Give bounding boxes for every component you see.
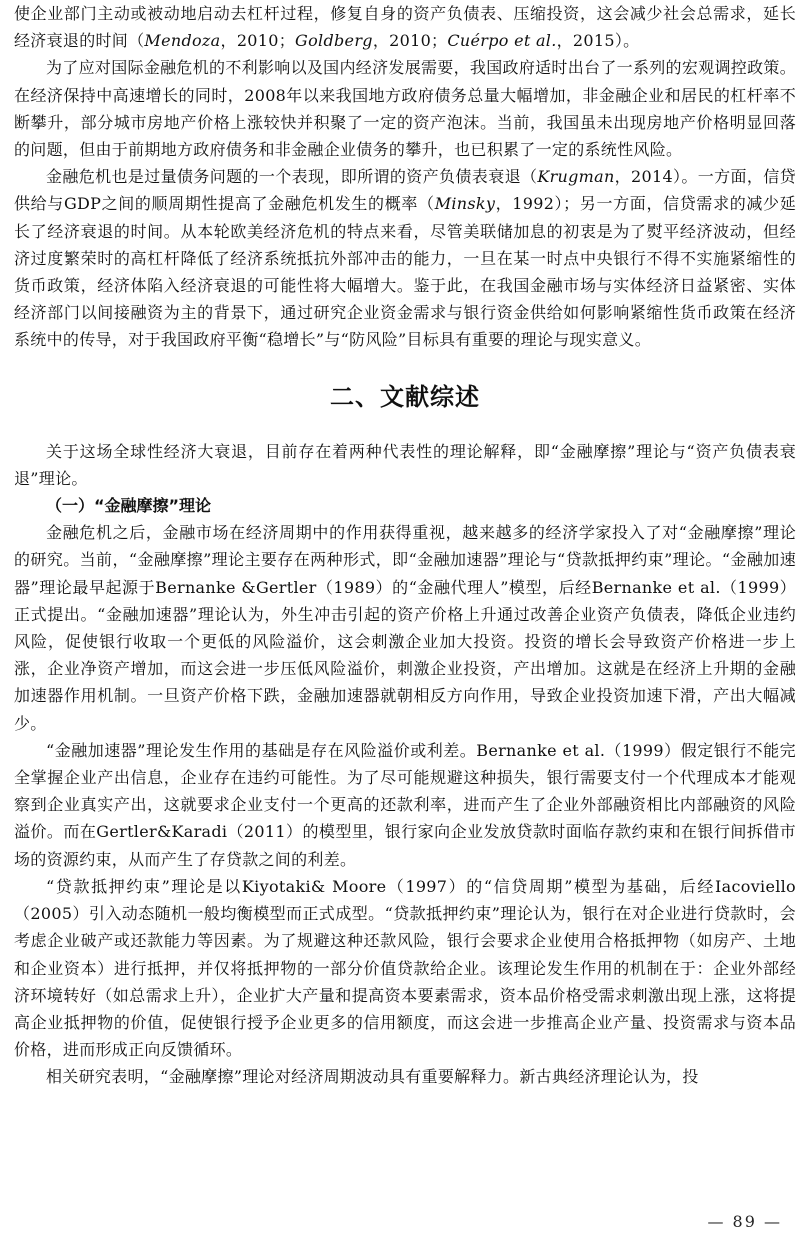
paragraph: 相关研究表明，“金融摩擦”理论对经济周期波动具有重要解释力。新古典经济理论认为，投 <box>46 1067 699 1087</box>
section-intro: 关于这场全球性经济大衰退，目前存在着两种代表性的理论解释，即“金融摩擦”理论与“资产负债表衰退”理论。 <box>14 441 796 488</box>
paragraph <box>14 163 796 353</box>
text-run: 使企业部门主动或被动地启动去杠杆过程，修复自身的资产负债表、压缩投资，这会减少社会总需求，延长经济衰退的时间（ <box>14 4 796 51</box>
citation-author: Krugman <box>537 167 615 187</box>
paragraph: 为了应对国际金融危机的不利影响以及国内经济发展需要，我国政府适时出台了一系列的宏观调控政策。在经济保持中高速增长的同时，2008年以来我国地方政府债务总量大幅增加，非金融企业和居民的杠杆率不断攀升，部分城市房地产价格上涨较快并积聚了一定的资产泡沫。当前，我国虽未出现房地产价格明显回落的问题，但由于前期地方政府债务和非金融企业债务的攀升，也已积累了一定的系统性风险。 <box>14 58 796 160</box>
citation-author: Mendoza <box>144 31 221 51</box>
text-run: ，2010； <box>220 31 296 51</box>
text-run: ，2015）。 <box>556 31 640 51</box>
text-run: ，2010； <box>372 31 448 51</box>
subsection-title: （一）“金融摩擦”理论 <box>46 496 212 516</box>
citation-author: Minsky <box>434 194 496 214</box>
paragraph: “金融加速器”理论发生作用的基础是存在风险溢价或利差。Bernanke et al.（1999）假定银行不能完全掌握企业产出信息，企业存在违约可能性。为了尽可能规避这种损失，银行需要支付一个代理成本才能观察到企业真实产出，这就要求企业支付一个更高的还款利率，进而产生了企业外部融资相比内部融资的风险溢价。而在Gertler&Karadi（2011）的模型里，银行家向企业发放贷款时面临存款约束和在银行间拆借市场的资源约束，从而产生了存贷款之间的利差。 <box>14 740 796 869</box>
citation-author: Cuérpo et al. <box>447 31 557 51</box>
section-title: 二、文献综述 <box>330 382 480 411</box>
page-number: — 89 — <box>707 1212 782 1231</box>
citation-author: Goldberg <box>295 31 373 51</box>
page-body <box>14 0 796 1091</box>
text-run: 金融危机也是过量债务问题的一个表现，即所谓的资产负债表衰退（ <box>46 167 538 187</box>
paragraph: “贷款抵押约束”理论是以Kiyotaki& Moore（1997）的“信贷周期”模型为基础，后经Iacoviello（2005）引入动态随机一般均衡模型而正式成型。“贷款抵押约束”理论认为，银行在对企业进行贷款时，会考虑企业破产或还款能力等因素。为了规避这种还款风险，银行会要求企业使用合格抵押物（如房产、土地和企业资本）进行抵押，并仅将抵押物的一部分价值贷款给企业。该理论发生作用的机制在于：企业外部经济环境转好（如总需求上升），企业扩大产量和提高资本要素需求，资本品价格受需求刺激出现上涨，这将提高企业抵押物的价值，促使银行授予企业更多的信用额度，而这会进一步推高企业产量、投资需求与资本品价格，进而形成正向反馈循环。 <box>14 876 796 1060</box>
paragraph: 金融危机之后，金融市场在经济周期中的作用获得重视，越来越多的经济学家投入了对“金融摩擦”理论的研究。当前，“金融摩擦”理论主要存在两种形式，即“金融加速器”理论与“贷款抵押约束”理论。“金融加速器”理论最早起源于Bernanke &Gertler（1989）的“金融代理人”模型，后经Bernanke et al.（1999）正式提出。“金融加速器”理论认为，外生冲击引起的资产价格上升通过改善企业资产负债表，降低企业违约风险，促使银行收取一个更低的风险溢价，这会刺激企业加大投资。投资的增长会导致资产价格进一步上涨，企业净资产增加，而这会进一步压低风险溢价，刺激企业投资，产出增加。这就是在经济上升期的金融加速器作用机制。一旦资产价格下跌，金融加速器就朝相反方向作用，导致企业投资加速下滑，产出大幅减少。 <box>14 523 796 733</box>
paragraph-continued <box>14 0 796 54</box>
text-run: ，1992）；另一方面，信贷需求的减少延长了经济衰退的时间。从本轮欧美经济危机的特点来看，尽管美联储加息的初衷是为了熨平经济波动，但经济过度繁荣时的高杠杆降低了经济系统抵抗外部冲击的能力，一旦在某一时点中央银行不得不实施紧缩性的货币政策，经济体陷入经济衰退的可能性将大幅增大。鉴于此，在我国金融市场与实体经济日益紧密、实体经济部门以间接融资为主的背景下，通过研究企业资金需求与银行资金供给如何影响紧缩性货币政策在经济系统中的传导，对于我国政府平衡“稳增长”与“防风险”目标具有重要的理论与现实意义。 <box>14 194 796 350</box>
text-run: ，2014）。一方面，信贷供给与GDP之间的顺周期性提高了金融危机发生的概率（ <box>14 167 796 214</box>
